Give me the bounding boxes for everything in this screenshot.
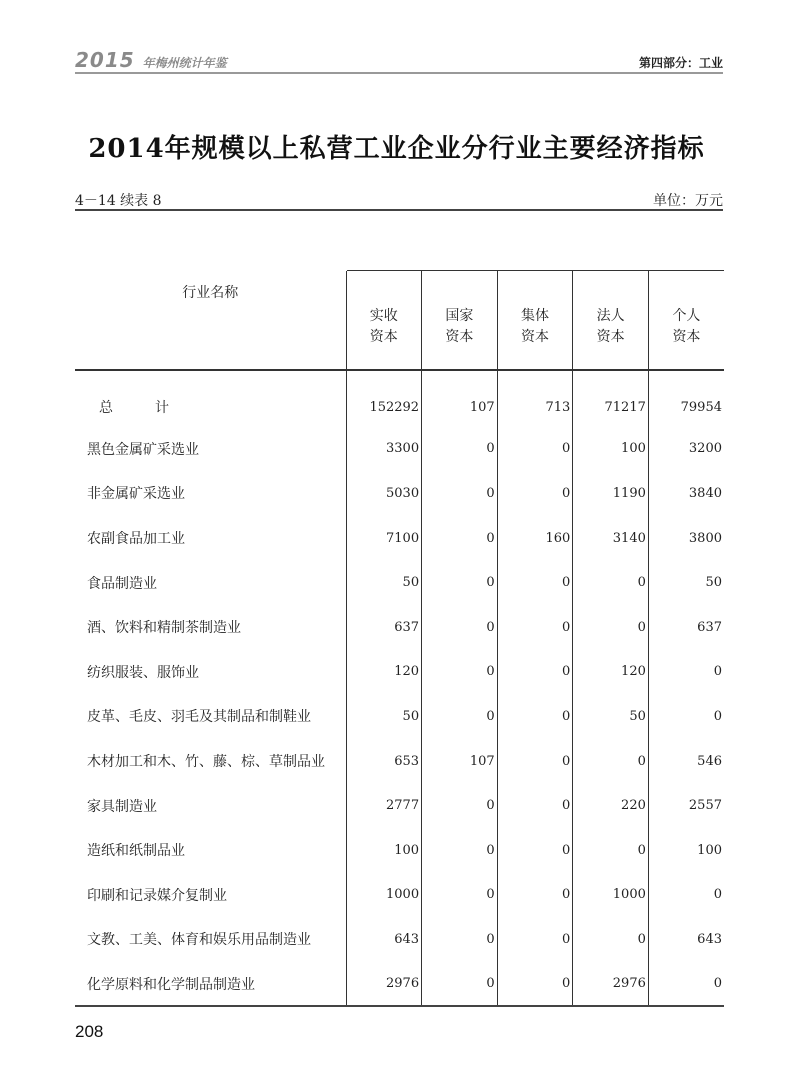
value-cell: 3840 [648, 471, 724, 516]
value-cell: 0 [573, 917, 649, 962]
value-cell: 2976 [346, 962, 422, 1007]
value-cell: 0 [648, 962, 724, 1007]
industry-name: 家具制造业 [87, 798, 157, 815]
table-row [75, 873, 724, 918]
value-cell: 2777 [346, 783, 422, 828]
value-cell: 0 [422, 427, 498, 472]
value-cell: 50 [648, 560, 724, 605]
value-cell: 0 [497, 873, 573, 918]
value-cell: 0 [573, 828, 649, 873]
table-row [75, 560, 724, 605]
value-cell: 637 [346, 605, 422, 650]
value-cell: 7100 [346, 516, 422, 561]
value-cell: 0 [497, 962, 573, 1007]
industry-name: 纺织服装、服饰业 [87, 664, 199, 681]
value-cell: 0 [497, 783, 573, 828]
yearbook-title [75, 48, 227, 72]
value-cell: 3200 [648, 427, 724, 472]
value-cell: 160 [497, 516, 573, 561]
value-cell: 0 [422, 605, 498, 650]
table-row [75, 516, 724, 561]
value-cell: 1000 [573, 873, 649, 918]
industry-name: 皮革、毛皮、羽毛及其制品和制鞋业 [87, 709, 311, 726]
value-cell: 0 [422, 471, 498, 516]
value-cell: 50 [346, 560, 422, 605]
header-industry-name: 行业名称 [75, 271, 346, 383]
header-rule [75, 369, 724, 371]
header-collective-capital: 集体 资本 [497, 271, 573, 383]
value-cell: 50 [346, 694, 422, 739]
value-cell: 2976 [573, 962, 649, 1007]
header-individual-capital: 个人 资本 [648, 271, 724, 383]
table-row [75, 694, 724, 739]
value-cell: 3800 [648, 516, 724, 561]
industry-name: 农副食品加工业 [87, 531, 185, 548]
value-cell: 0 [648, 650, 724, 695]
table-header-row [75, 271, 724, 383]
value-cell: 0 [422, 694, 498, 739]
value-cell: 120 [346, 650, 422, 695]
value-cell: 107 [422, 739, 498, 784]
value-cell: 0 [497, 471, 573, 516]
value-cell: 0 [422, 828, 498, 873]
value-cell: 0 [422, 873, 498, 918]
value-cell: 0 [573, 739, 649, 784]
value-cell: 653 [346, 739, 422, 784]
table-reference: 4－14 续表 8 [75, 193, 162, 209]
value-cell: 0 [422, 917, 498, 962]
value-cell: 100 [648, 828, 724, 873]
table-top-rule [75, 209, 723, 211]
value-cell: 220 [573, 783, 649, 828]
value-cell: 0 [422, 650, 498, 695]
value-cell: 637 [648, 605, 724, 650]
header-state-capital: 国家 资本 [422, 271, 498, 383]
value-cell: 643 [346, 917, 422, 962]
table-row [75, 471, 724, 516]
value-cell: 0 [497, 560, 573, 605]
value-cell: 120 [573, 650, 649, 695]
industry-name: 酒、饮料和精制茶制造业 [87, 620, 241, 637]
value-cell: 0 [422, 783, 498, 828]
value-cell: 100 [573, 427, 649, 472]
page-number: 208 [75, 1022, 104, 1041]
table-row-total [75, 382, 724, 427]
header-paid-in-capital: 实收 资本 [346, 271, 422, 383]
industry-name: 印刷和记录媒介复制业 [87, 887, 227, 904]
value-cell: 0 [422, 962, 498, 1007]
value-cell: 5030 [346, 471, 422, 516]
value-cell: 107 [422, 382, 498, 427]
industry-name: 食品制造业 [87, 575, 157, 592]
value-cell: 713 [497, 382, 573, 427]
value-cell: 0 [422, 560, 498, 605]
table-row [75, 739, 724, 784]
table-row [75, 427, 724, 472]
yearbook-year: 2015 [75, 48, 135, 72]
value-cell: 0 [422, 516, 498, 561]
table-row [75, 650, 724, 695]
value-cell: 152292 [346, 382, 422, 427]
value-cell: 3140 [573, 516, 649, 561]
value-cell: 3300 [346, 427, 422, 472]
value-cell: 0 [648, 694, 724, 739]
value-cell: 0 [497, 694, 573, 739]
table-row [75, 605, 724, 650]
value-cell: 0 [497, 427, 573, 472]
running-head [75, 48, 723, 70]
industry-name: 文教、工美、体育和娱乐用品制造业 [87, 932, 311, 949]
industry-name: 造纸和纸制品业 [87, 843, 185, 860]
industry-name: 总 计 [99, 400, 183, 417]
industry-name: 化学原料和化学制品制造业 [87, 976, 255, 993]
table-row [75, 917, 724, 962]
value-cell: 1000 [346, 873, 422, 918]
yearbook-name: 年梅州统计年鉴 [142, 56, 227, 70]
value-cell: 0 [497, 739, 573, 784]
value-cell: 0 [497, 650, 573, 695]
value-cell: 71217 [573, 382, 649, 427]
table-row [75, 828, 724, 873]
value-cell: 50 [573, 694, 649, 739]
value-cell: 1190 [573, 471, 649, 516]
value-cell: 0 [497, 917, 573, 962]
value-cell: 0 [497, 828, 573, 873]
unit-label: 单位：万元 [653, 193, 723, 209]
value-cell: 2557 [648, 783, 724, 828]
section-label: 第四部分：工业 [638, 56, 723, 70]
data-table [75, 270, 724, 1007]
header-legal-person-capital: 法人 资本 [573, 271, 649, 383]
industry-name: 木材加工和木、竹、藤、棕、草制品业 [87, 754, 325, 771]
value-cell: 0 [573, 605, 649, 650]
value-cell: 0 [648, 873, 724, 918]
value-cell: 546 [648, 739, 724, 784]
value-cell: 79954 [648, 382, 724, 427]
table-row [75, 962, 724, 1007]
running-head-rule [75, 72, 723, 74]
value-cell: 100 [346, 828, 422, 873]
table-row [75, 783, 724, 828]
value-cell: 643 [648, 917, 724, 962]
page-title: 2014年规模以上私营工业企业分行业主要经济指标 [88, 134, 705, 164]
value-cell: 0 [497, 605, 573, 650]
industry-name: 黑色金属矿采选业 [87, 441, 199, 458]
industry-name: 非金属矿采选业 [87, 486, 185, 503]
value-cell: 0 [573, 560, 649, 605]
